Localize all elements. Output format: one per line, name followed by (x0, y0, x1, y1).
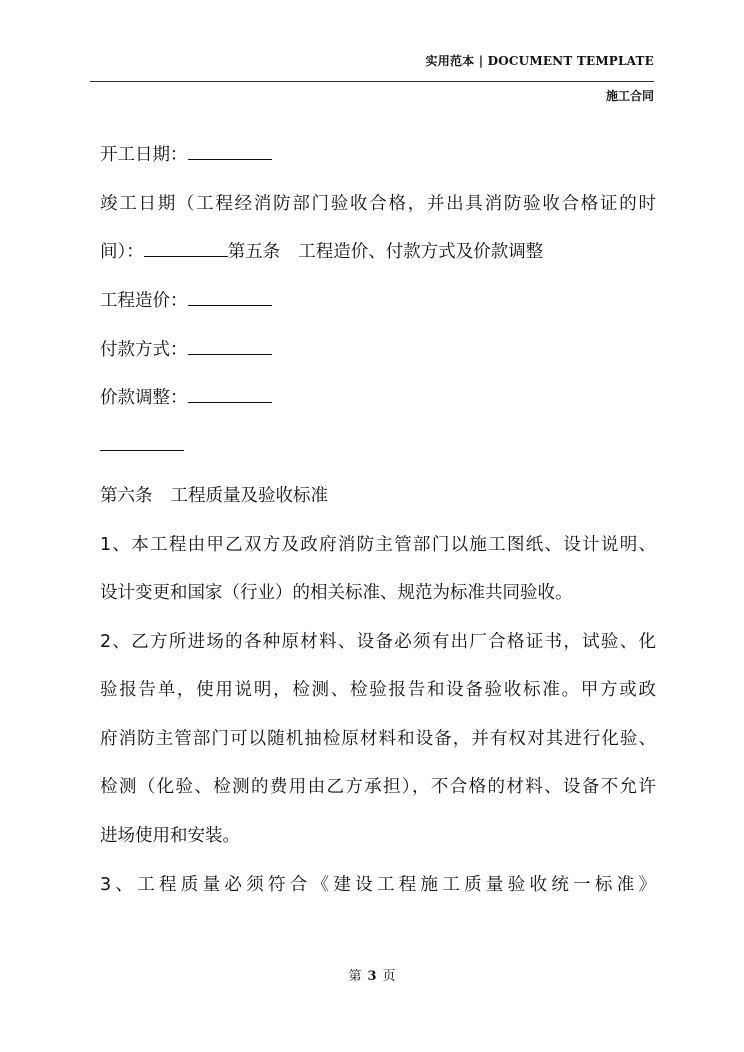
price-adjust-line (100, 386, 272, 410)
price-adjust-blank (188, 386, 272, 403)
header-contract-type: 施工合同 (605, 89, 654, 103)
clause2-line-2: 验报告单，使用说明，检测、检验报告和设备验收标准。甲方或政 (100, 680, 656, 700)
header-document-template: 实用范本 | DOCUMENT TEMPLATE (425, 54, 654, 68)
payment-blank (188, 338, 272, 355)
page-footer (0, 965, 744, 984)
clause1-line-2: 设计变更和国家（行业）的相关标准、规范为标准共同验收。 (100, 583, 573, 603)
extra-blank-line (100, 434, 184, 458)
header-divider (90, 81, 654, 82)
clause2-line-4: 检测（化验、检测的费用由乙方承担），不合格的材料、设备不允许 (100, 777, 656, 797)
cost-blank (188, 289, 272, 306)
clause1-line-1: 1、本工程由甲乙双方及政府消防主管部门以施工图纸、设计说明、 (100, 535, 656, 555)
article5-number: 第五条 (227, 242, 281, 262)
payment-line (100, 338, 272, 362)
page-prefix: 第 (348, 969, 362, 984)
article6-heading (100, 484, 328, 508)
clause2-line-3: 府消防主管部门可以随机抽检原材料和设备，并有权对其进行化验、 (100, 729, 656, 749)
article5-title: 工程造价、付款方式及价款调整 (298, 242, 544, 262)
completion-date-line-1: 竣工日期（工程经消防部门验收合格，并出具消防验收合格证的时 (100, 194, 656, 214)
clause3-line-1: 3、工程质量必须符合《建设工程施工质量验收统一标准》 (100, 875, 656, 895)
page-suffix: 页 (382, 969, 396, 984)
cost-line (100, 289, 272, 313)
payment-label: 付款方式： (100, 340, 188, 360)
article6-number: 第六条 (100, 486, 153, 506)
cost-label: 工程造价： (100, 291, 188, 311)
article6-title: 工程质量及验收标准 (170, 486, 328, 506)
page-number: 3 (367, 969, 377, 984)
clause2-line-5: 进场使用和安装。 (100, 826, 240, 846)
start-date-line (100, 143, 272, 167)
completion-date-line-2 (100, 240, 543, 264)
start-date-blank (188, 143, 272, 160)
completion-date-blank (144, 240, 228, 257)
clause2-line-1: 2、乙方所进场的各种原材料、设备必须有出厂合格证书，试验、化 (100, 632, 656, 652)
start-date-label: 开工日期： (100, 145, 188, 165)
price-adjust-label: 价款调整： (100, 388, 188, 408)
extra-blank (100, 434, 184, 451)
completion-date-label-end: 间）： (100, 242, 144, 262)
